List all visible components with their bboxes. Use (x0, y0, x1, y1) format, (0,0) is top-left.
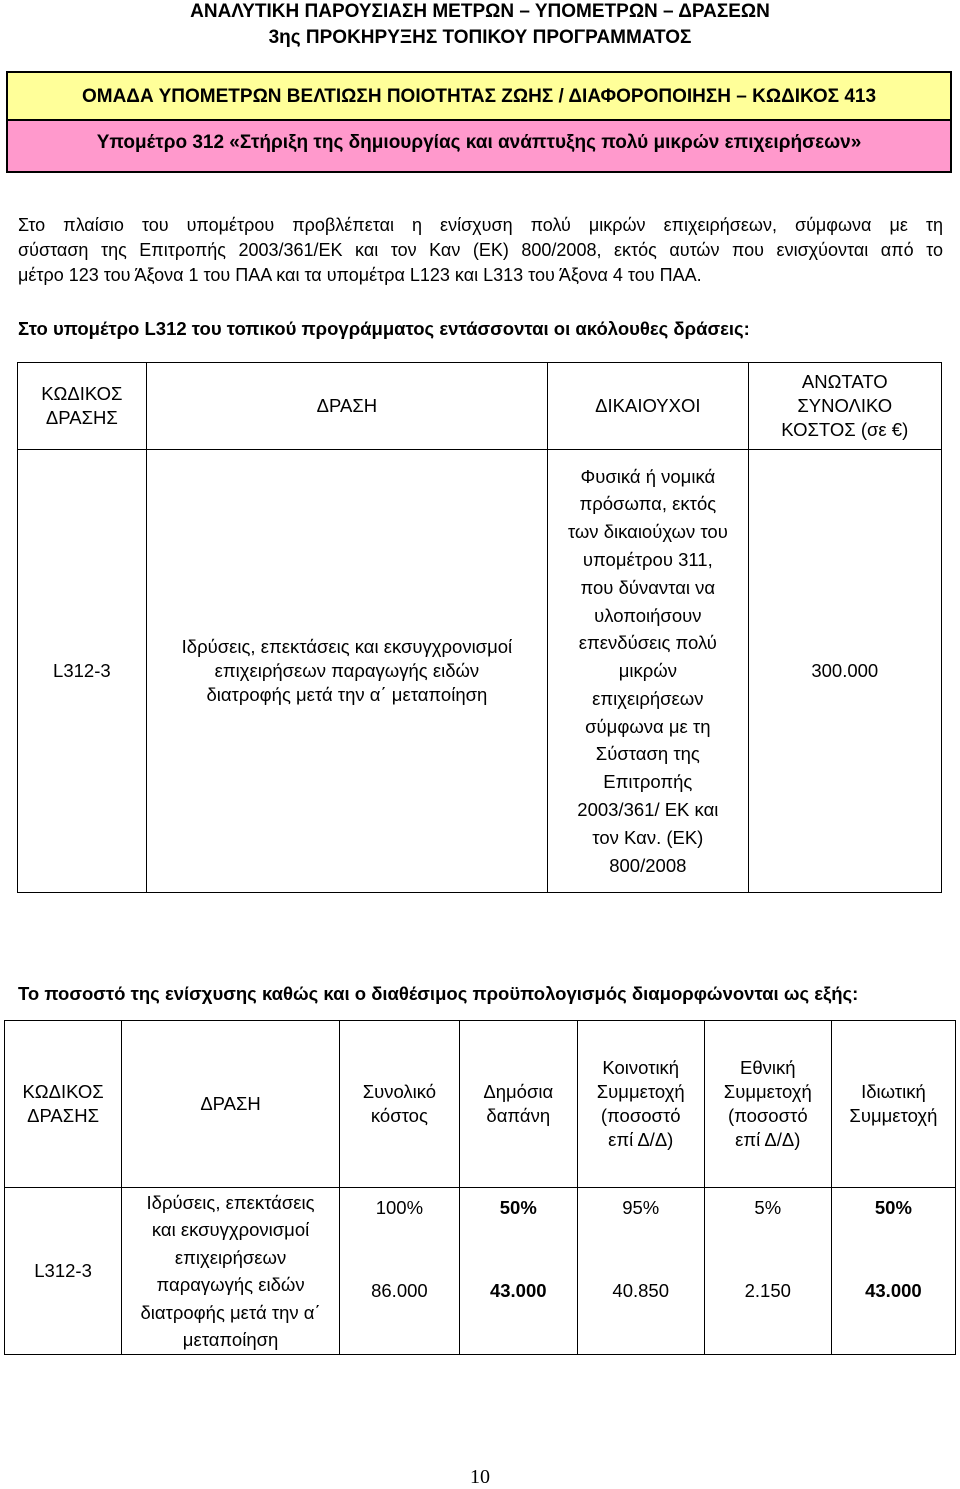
header-text: Συμμετοχή (596, 1081, 685, 1102)
funding-table (4, 1020, 956, 1355)
cell-line: και εκσυγχρονισμοί (151, 1219, 310, 1240)
header-text: ΚΟΣΤΟΣ (σε €) (781, 419, 909, 440)
cell-line: 2003/361/ ΕΚ και (577, 799, 719, 821)
header-text: Συμμετοχή (849, 1105, 938, 1126)
header-text: Συνολικό (362, 1081, 437, 1102)
private-amount: 43.000 (865, 1280, 922, 1301)
cell-line: υλοποιήσουν (594, 604, 702, 626)
header-national-share (704, 1021, 831, 1188)
action-description (146, 450, 547, 893)
private-percentage: 50% (874, 1197, 912, 1218)
national-amount: 2.150 (744, 1280, 791, 1301)
cell-line: επενδύσεις πολύ (578, 632, 717, 654)
cell-line: τον Καν. (ΕΚ) (592, 826, 704, 848)
public-expenditure-cell (459, 1188, 577, 1355)
cell-line: μεταποίηση (182, 1329, 279, 1350)
cell-line: υπομέτρου 311, (582, 548, 713, 570)
beneficiaries (548, 450, 748, 893)
header-private-share (831, 1021, 955, 1188)
actions-table (17, 362, 942, 893)
intro-line: μέτρο 123 του Άξονα 1 του ΠΑΑ και τα υπομέτρα L123 και L313 του Άξονα 4 του ΠΑΑ. (18, 265, 702, 285)
total-percentage: 100% (375, 1197, 424, 1218)
cell-line: Φυσικά ή νομικά (580, 465, 716, 487)
group-title-box (6, 71, 952, 121)
document-title-line1: ΑΝΑΛΥΤΙΚΗ ΠΑΡΟΥΣΙΑΣΗ ΜΕΤΡΩΝ – ΥΠΟΜΕΤΡΩΝ – ΔΡΑΣΕΩΝ (190, 1, 770, 22)
header-public-expenditure (459, 1021, 577, 1188)
intro-line: σύσταση της Επιτροπής 2003/361/ΕΚ και τον Καν (ΕΚ) 800/2008, εκτός αυτών που ενισχύονται από το (18, 240, 943, 260)
submeasure-title-box (6, 119, 952, 173)
header-action: ΔΡΑΣΗ (146, 363, 547, 450)
national-percentage: 5% (754, 1197, 782, 1218)
actions-heading: Στο υπομέτρο L312 του τοπικού προγράμματος εντάσσονται οι ακόλουθες δράσεις: (18, 318, 750, 339)
document-title-line2: 3ης ΠΡΟΚΗΡΥΞΗΣ ΤΟΠΙΚΟΥ ΠΡΟΓΡΑΜΜΑΤΟΣ (268, 27, 692, 48)
header-text: επί Δ/Δ) (608, 1129, 674, 1150)
cell-line: Ιδρύσεις, επεκτάσεις (146, 1191, 315, 1213)
cell-line: επιχειρήσεων (592, 687, 704, 709)
community-percentage: 95% (622, 1197, 660, 1218)
total-cost-cell (339, 1188, 459, 1355)
header-text: ΔΡΑΣΗΣ (45, 407, 118, 428)
header-text: επί Δ/Δ) (735, 1129, 801, 1150)
header-text: κόστος (370, 1105, 428, 1126)
cell-line: Σύσταση της (595, 743, 700, 765)
header-community-share (577, 1021, 704, 1188)
table-header-row (18, 363, 942, 450)
cell-line: Επιτροπής (603, 771, 693, 793)
community-amount: 40.850 (612, 1280, 670, 1301)
header-text: Εθνική (740, 1057, 796, 1078)
page-number: 10 (470, 1466, 490, 1488)
funding-heading: Το ποσοστό της ενίσχυσης καθώς και ο διαθέσιμος προϋπολογισμός διαμορφώνονται ως εξής: (18, 983, 859, 1004)
public-amount: 43.000 (489, 1280, 547, 1301)
table-row (18, 450, 942, 893)
table-row (5, 1188, 956, 1355)
private-share-cell (831, 1188, 955, 1355)
cell-line: σύμφωνα με τη (585, 715, 711, 737)
header-text: Ιδιωτική (861, 1081, 926, 1102)
action-description (122, 1188, 340, 1355)
action-code: L312-3 (5, 1188, 122, 1355)
cell-line: 800/2008 (609, 854, 687, 876)
cell-line: που δύνανται να (580, 576, 716, 598)
cell-line: διατροφής μετά την α΄ (140, 1301, 321, 1323)
header-text: (ποσοστό (600, 1105, 681, 1126)
header-total-cost (339, 1021, 459, 1188)
header-text: ΑΝΩΤΑΤΟ (801, 371, 888, 392)
header-text: Συμμετοχή (723, 1081, 812, 1102)
header-action: ΔΡΑΣΗ (122, 1021, 340, 1188)
max-cost-value: 300.000 (748, 450, 941, 893)
header-text: δαπάνη (486, 1105, 551, 1126)
header-max-cost (748, 363, 941, 450)
header-text: Δημόσια (483, 1081, 554, 1102)
header-code (18, 363, 147, 450)
community-share-cell (577, 1188, 704, 1355)
header-text: Κοινοτική (602, 1057, 680, 1078)
cell-line: επιχειρήσεων (174, 1246, 287, 1268)
total-amount: 86.000 (371, 1280, 428, 1301)
cell-line: επιχειρήσεων παραγωγής ειδών (214, 660, 480, 681)
intro-line: Στο πλαίσιο του υπομέτρου προβλέπεται η ενίσχυση πολύ μικρών επιχειρήσεων, σύμφωνα με τη (18, 215, 943, 235)
header-code (5, 1021, 122, 1188)
submeasure-title: Υπομέτρο 312 «Στήριξη της δημιουργίας και ανάπτυξης πολύ μικρών επιχειρήσεων» (96, 132, 862, 153)
cell-line: των δικαιούχων του (567, 521, 728, 543)
action-code: L312-3 (18, 450, 147, 893)
header-text: ΔΡΑΣΗΣ (27, 1105, 100, 1126)
cell-line: διατροφής μετά την α΄ μεταποίηση (206, 684, 488, 705)
group-title: ΟΜΑΔΑ ΥΠΟΜΕΤΡΩΝ ΒΕΛΤΙΩΣΗ ΠΟΙΟΤΗΤΑΣ ΖΩΗΣ / ΔΙΑΦΟΡΟΠΟΙΗΣΗ – ΚΩΔΙΚΟΣ 413 (81, 86, 877, 107)
cell-line: παραγωγής ειδών (156, 1274, 305, 1295)
header-text: ΚΩΔΙΚΟΣ (41, 383, 123, 404)
header-text: ΚΩΔΙΚΟΣ (22, 1081, 104, 1102)
cell-line: μικρών (618, 660, 677, 682)
header-text: (ποσοστό (727, 1105, 808, 1126)
header-beneficiaries: ΔΙΚΑΙΟΥΧΟΙ (548, 363, 748, 450)
cell-line: Ιδρύσεις, επεκτάσεις και εκσυγχρονισμοί (181, 636, 513, 657)
header-text: ΣΥΝΟΛΙΚΟ (797, 395, 893, 416)
table-header-row (5, 1021, 956, 1188)
intro-paragraph (18, 213, 943, 288)
national-share-cell (704, 1188, 831, 1355)
cell-line: πρόσωπα, εκτός (579, 493, 717, 515)
public-percentage: 50% (499, 1197, 537, 1218)
